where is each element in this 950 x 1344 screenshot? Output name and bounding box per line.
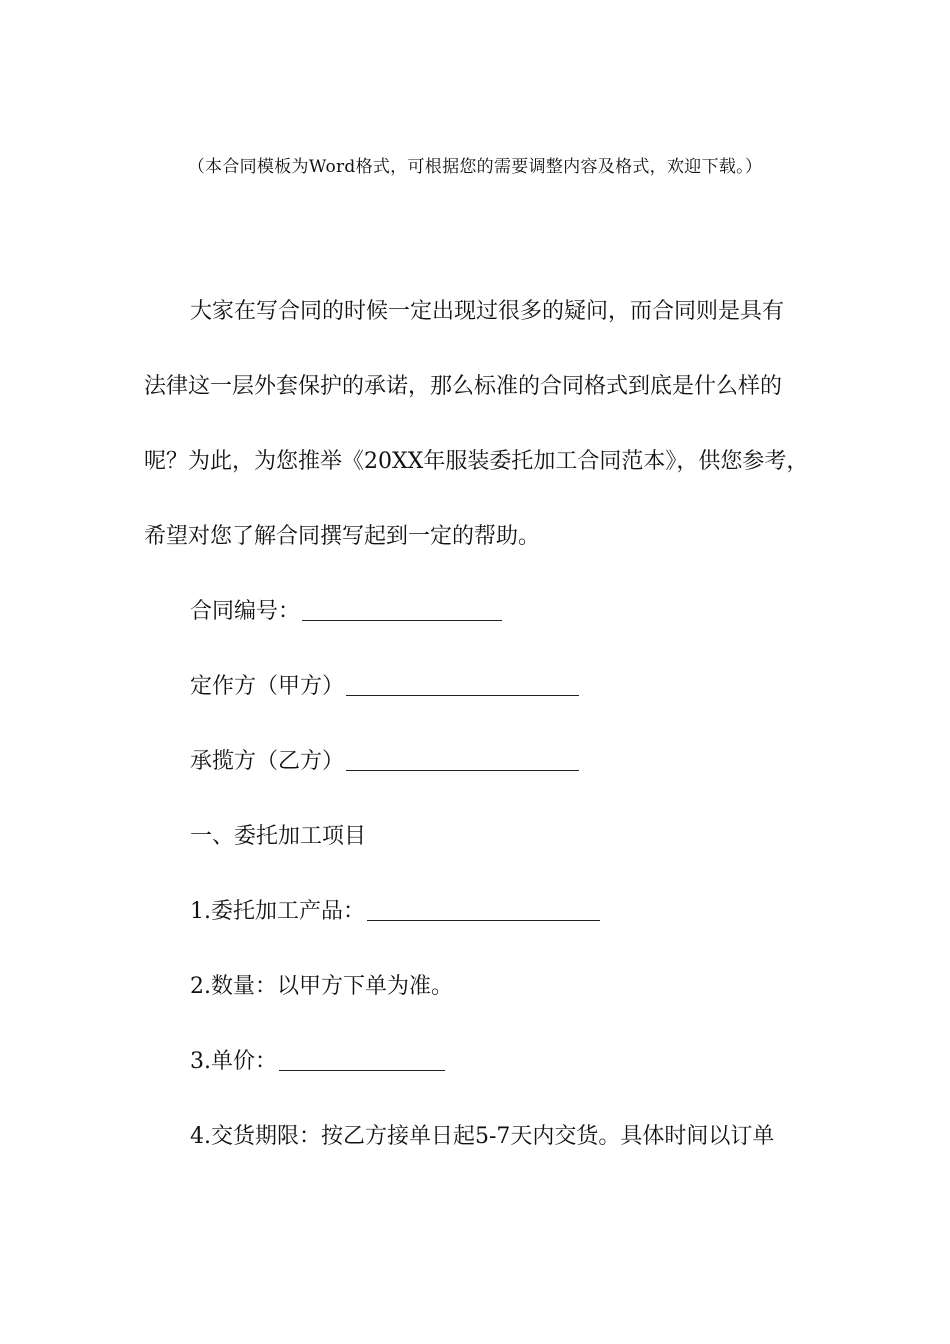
contract-number-label: 合同编号： xyxy=(190,599,301,624)
contract-number-blank[interactable] xyxy=(302,598,502,621)
item-1-field xyxy=(190,897,600,927)
section-1-title: 一、委托加工项目 xyxy=(190,824,367,849)
item-3-field xyxy=(190,1047,445,1077)
intro-line-3: 呢？为此，为您推举《20XX年服装委托加工合同范本》，供您参考， xyxy=(144,449,809,474)
item-1-blank[interactable] xyxy=(367,898,600,921)
header-note: （本合同模板为Word格式，可根据您的需要调整内容及格式，欢迎下载。） xyxy=(187,157,763,177)
intro-line-2: 法律这一层外套保护的承诺，那么标准的合同格式到底是什么样的 xyxy=(144,374,783,399)
party-b-field xyxy=(190,747,579,777)
intro-line-4: 希望对您了解合同撰写起到一定的帮助。 xyxy=(144,524,541,549)
item-3-blank[interactable] xyxy=(279,1048,445,1071)
party-b-label: 承揽方（乙方） xyxy=(190,749,345,774)
party-a-label: 定作方（甲方） xyxy=(190,674,345,699)
item-1-label: 1.委托加工产品： xyxy=(190,899,365,924)
party-a-blank[interactable] xyxy=(346,673,579,696)
contract-number-field xyxy=(190,597,502,627)
item-4-text: 4.交货期限：按乙方接单日起5-7天内交货。具体时间以订单 xyxy=(190,1124,775,1149)
party-b-blank[interactable] xyxy=(346,748,579,771)
item-2-text: 2.数量：以甲方下单为准。 xyxy=(190,974,453,999)
party-a-field xyxy=(190,672,579,702)
item-3-label: 3.单价： xyxy=(190,1049,277,1074)
intro-line-1: 大家在写合同的时候一定出现过很多的疑问，而合同则是具有 xyxy=(190,299,785,324)
